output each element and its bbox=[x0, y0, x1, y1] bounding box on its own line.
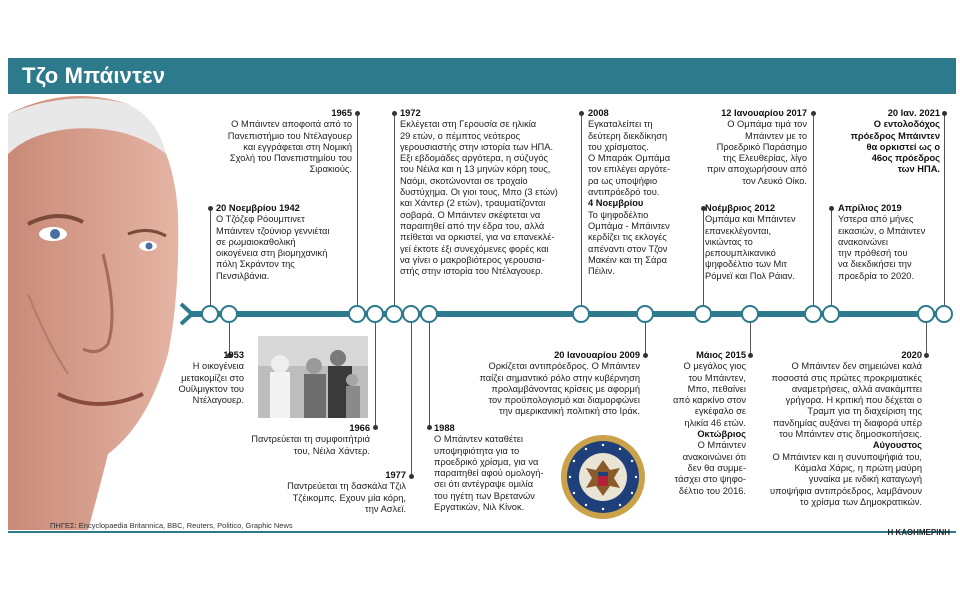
event-text-line: εικασιών, ο Μπάιντεν bbox=[838, 225, 926, 236]
event-2008 bbox=[588, 108, 688, 277]
event-text-line: ηλικία 46 ετών. bbox=[684, 417, 746, 428]
event-date: 2020 bbox=[901, 350, 922, 360]
stem-dot-1965 bbox=[355, 111, 360, 116]
event-text-line: Ο Μπάιντεν και η συνυποψήφιά του, bbox=[772, 451, 922, 462]
event-text-line: κερδίζει τις εκλογές bbox=[588, 232, 667, 243]
event-1988 bbox=[434, 423, 554, 513]
stem-dot-1942 bbox=[208, 206, 213, 211]
event-text-line: Εκλέγεται στη Γερουσία σε ηλικία bbox=[400, 119, 537, 130]
event-text-line: Ο Ομπάμα τιμά τον bbox=[727, 119, 807, 130]
timeline-node-2008 bbox=[572, 305, 590, 323]
stem-dot-1966 bbox=[373, 425, 378, 430]
event-text-line: προεδρία το 2020. bbox=[838, 270, 915, 281]
event-text-line: Πενσιλβάνια. bbox=[216, 270, 270, 281]
event-text-line: 29 ετών, ο πέμπτος νεότερος bbox=[400, 130, 521, 141]
event-text-line: Κάμαλα Χάρις, η πρώτη μαύρη bbox=[794, 462, 922, 473]
event-text-line: την πρόθεσή του bbox=[838, 248, 908, 259]
event-text-line: την Ασλεϊ. bbox=[365, 503, 406, 514]
stem-2015 bbox=[750, 323, 751, 355]
event-text-line: του Μπάιντεν, bbox=[688, 372, 746, 383]
event-text-line: να διεκδικήσει την bbox=[838, 259, 912, 270]
event-text-line: πόλη Σκράντον της bbox=[216, 259, 295, 270]
stem-dot-2008 bbox=[579, 111, 584, 116]
event-text-line: Ο Μπάιντεν bbox=[697, 440, 746, 451]
stem-1966 bbox=[375, 323, 376, 427]
event-date: 1972 bbox=[400, 108, 421, 118]
event-text-line: υποψηφιότητα για το bbox=[434, 445, 520, 456]
event-1965 bbox=[200, 108, 352, 176]
event-text-line: τον Λευκό Οίκο. bbox=[742, 175, 807, 186]
event-text-line: Ομπάμα και Μπάιντεν bbox=[705, 214, 796, 225]
timeline-node-1965 bbox=[348, 305, 366, 323]
event-text-line: μετακομίζει στο bbox=[181, 372, 244, 383]
event-text-line: τάσχει στο ψηφο- bbox=[674, 474, 746, 485]
event-text-line: Ο Μπαράκ Ομπάμα bbox=[588, 153, 671, 164]
stem-dot-2020 bbox=[924, 353, 929, 358]
timeline-node-1988 bbox=[420, 305, 438, 323]
event-text-line: Ουίλμιγκτον του bbox=[178, 383, 244, 394]
timeline-node-1953 bbox=[220, 305, 238, 323]
event-text-line: αντιπρόεδρό του. bbox=[588, 187, 660, 198]
event-text-line: Πέιλιν. bbox=[588, 266, 615, 277]
event-date: Απρίλιος 2019 bbox=[838, 203, 902, 213]
event-text-line: Πανεπιστήμιο του Ντέλαγουερ bbox=[227, 130, 352, 141]
stem-1988 bbox=[429, 323, 430, 427]
presidential-seal-icon bbox=[560, 434, 646, 520]
event-text-line: Ρόμνεϊ και Πολ Ράιαν. bbox=[705, 270, 795, 281]
event-2017 bbox=[690, 108, 807, 187]
event-text-line: απέναντι στον Τζον bbox=[588, 243, 668, 254]
event-date: Νοέμβριος 2012 bbox=[705, 203, 776, 213]
stem-1977 bbox=[411, 323, 412, 476]
event-text-line: και Χάντερ (2 ετών), τραυματίζονται bbox=[400, 198, 546, 209]
event-2012 bbox=[705, 203, 815, 282]
event-date: Μάιος 2015 bbox=[696, 350, 746, 360]
event-text-line: σε ρωμαιοκαθολική bbox=[216, 236, 296, 247]
event-text-line: προλαμβάνοντας κρίσεις με αφορμή bbox=[491, 383, 640, 394]
event-text-line: ρεπουμπλικανικό bbox=[705, 248, 776, 259]
sources-credit: ΠΗΓΕΣ: Encyclopaedia Britannica, BBC, Reuters, Politico, Graphic News bbox=[50, 521, 293, 530]
stem-dot-1977 bbox=[409, 474, 414, 479]
event-2021 bbox=[820, 108, 940, 176]
event-text-line: Μπάιντεν τζούνιορ γεννιέται bbox=[216, 225, 330, 236]
event-text-line: Ομπάμα - Μπάιντεν bbox=[588, 220, 670, 231]
event-text-line: Σχολή του Πανεπιστημίου του bbox=[229, 153, 352, 164]
event-date: 12 Ιανουαρίου 2017 bbox=[721, 108, 807, 118]
stem-1942 bbox=[210, 208, 211, 305]
event-text-line: Παντρεύεται τη δασκάλα Τζιλ bbox=[287, 481, 406, 492]
event-text-line: τον επιλέγει αργότε- bbox=[588, 164, 671, 175]
event-text-line: ρα ως υποψήφιο bbox=[588, 175, 658, 186]
event-date: 20 Ιαν. 2021 bbox=[887, 108, 940, 118]
timeline-node-1966 bbox=[366, 305, 384, 323]
event-1966 bbox=[220, 423, 370, 457]
event-text-line: σει ότι αντέγραψε ομιλία bbox=[434, 479, 534, 490]
event-text-line: πείθεται να ορκιστεί, για να επανεκλέ- bbox=[400, 232, 555, 243]
event-2019 bbox=[838, 203, 948, 282]
event-text-line: Ο Τζόζεφ Ρόουμπινετ bbox=[216, 214, 305, 225]
event-1942 bbox=[216, 203, 376, 282]
stem-2020 bbox=[926, 323, 927, 355]
event-subdate: Οκτώβριος bbox=[697, 429, 746, 440]
event-text-line: προεδρικό χρίσμα, για να bbox=[434, 456, 539, 467]
timeline-node-2019 bbox=[822, 305, 840, 323]
event-text-line: δυστύχημα. Οι γιοι τους, Μπο (3 ετών) bbox=[400, 187, 558, 198]
timeline-node-2015 bbox=[741, 305, 759, 323]
event-subdate: Αύγουστος bbox=[872, 440, 922, 451]
event-text-line: γυναίκα με ινδική καταγωγή bbox=[808, 474, 922, 485]
event-text-line: στής στην ιστορία του Ντέλαγουερ. bbox=[400, 266, 543, 277]
page-title: Τζο Μπάιντεν bbox=[22, 63, 166, 88]
event-text-line: του Νέιλα και η 13 μηνών κόρη τους, bbox=[400, 164, 551, 175]
event-date: 2008 bbox=[588, 108, 609, 118]
timeline-node-2021 bbox=[935, 305, 953, 323]
event-2020 bbox=[752, 350, 922, 508]
event-text-line: παραιτηθεί αφού ομολογή- bbox=[434, 468, 544, 479]
stem-2012 bbox=[703, 208, 704, 305]
event-text-line: Προεδρικό Παράσημο bbox=[716, 141, 807, 152]
stem-dot-1988 bbox=[427, 425, 432, 430]
event-date: 1977 bbox=[385, 470, 406, 480]
event-2015 bbox=[650, 350, 746, 497]
event-text-line: δεύτερη διεκδίκηση bbox=[588, 130, 668, 141]
event-text-line: Εργατικών, Νιλ Κίνοκ. bbox=[434, 502, 525, 513]
stem-2019 bbox=[831, 208, 832, 305]
timeline-node-2009 bbox=[636, 305, 654, 323]
title-bar bbox=[8, 58, 956, 94]
event-text-line: το χρίσμα των Δημοκρατικών. bbox=[799, 496, 922, 507]
event-1953 bbox=[160, 350, 244, 406]
event-text-line: πανδημίας αυξάνει τη διαφορά υπέρ bbox=[772, 417, 922, 428]
event-text-line: ποσοστά στις πρώτες προκριματικές bbox=[771, 372, 922, 383]
event-text-line: οικογένεια στη βιομηχανική bbox=[216, 248, 328, 259]
event-text-line: του ηγέτη των Βρετανών bbox=[434, 490, 535, 501]
event-text-line: υποψήφια αντιπρόεδρος, λαμβάνουν bbox=[770, 485, 922, 496]
event-subdate: 4 Νοεμβρίου bbox=[588, 198, 644, 209]
event-text-line: Τραμπ για τη διαχείριση της bbox=[807, 406, 922, 417]
event-1977 bbox=[230, 470, 406, 515]
event-text-line: Μπάιντεν με το bbox=[745, 130, 807, 141]
timeline-node-2017 bbox=[804, 305, 822, 323]
stem-2008 bbox=[581, 113, 582, 305]
event-text-line: αναμετρήσεις, αλλά ανακάμπτει bbox=[791, 383, 922, 394]
event-text-line: των ΗΠΑ. bbox=[897, 164, 940, 175]
stem-dot-2021 bbox=[942, 111, 947, 116]
timeline-node-1972 bbox=[385, 305, 403, 323]
event-text-line: δέλτιο του 2016. bbox=[678, 485, 746, 496]
stem-dot-1972 bbox=[392, 111, 397, 116]
event-1972 bbox=[400, 108, 572, 277]
event-text-line: και εγγράφεται στη Νομική bbox=[243, 141, 352, 152]
event-text-line: Ορκίζεται αντιπρόεδρος. Ο Μπάιντεν bbox=[488, 361, 640, 372]
event-text-line: Ο εντολοδόχος bbox=[873, 119, 940, 130]
event-text-line: γεί έκτοτε έξι συνεχόμενες φορές και bbox=[400, 243, 549, 254]
event-text-line: εγκέφαλο σε bbox=[694, 406, 746, 417]
event-text-line: Σιρακιούς. bbox=[309, 164, 352, 175]
event-text-line: Ντέλαγουερ. bbox=[192, 395, 244, 406]
timeline-node-1977 bbox=[402, 305, 420, 323]
event-text-line: Ναόμι, σκοτώνονται σε τροχαίο bbox=[400, 175, 528, 186]
event-2009 bbox=[455, 350, 640, 418]
event-text-line: 46ος πρόεδρος bbox=[871, 153, 940, 164]
stem-2009 bbox=[645, 323, 646, 355]
publisher-logo: Η ΚΑΘΗΜΕΡΙΝΗ bbox=[887, 528, 950, 537]
event-date: 1988 bbox=[434, 423, 455, 433]
event-text-line: τον προϋπολογισμό και διαμορφώνει bbox=[488, 395, 640, 406]
event-text-line: να γίνει ο μακροβιότερος γερουσια- bbox=[400, 254, 545, 265]
stem-1972 bbox=[394, 113, 395, 305]
event-date: 20 Ιανουαρίου 2009 bbox=[554, 350, 640, 360]
event-text-line: δεν θα συμμε- bbox=[687, 462, 746, 473]
event-date: 1953 bbox=[223, 350, 244, 360]
portrait-image bbox=[8, 94, 180, 530]
event-text-line: επανεκλέγονται, bbox=[705, 225, 772, 236]
event-date: 1966 bbox=[349, 423, 370, 433]
event-text-line: ανακοινώνει bbox=[838, 236, 888, 247]
event-text-line: Ο Μπάιντεν αποφοιτά από το bbox=[231, 119, 352, 130]
timeline-node-2020 bbox=[917, 305, 935, 323]
timeline-node-1942 bbox=[201, 305, 219, 323]
event-text-line: ανακοινώνει ότι bbox=[682, 451, 746, 462]
timeline-arrow-icon bbox=[178, 301, 196, 327]
event-text-line: θα ορκιστεί ως ο bbox=[866, 141, 940, 152]
event-text-line: παραιτηθεί από την έδρα του, αλλά bbox=[400, 220, 545, 231]
event-text-line: Ο μεγάλος γιος bbox=[683, 361, 746, 372]
event-text-line: γρήγορα. Η κριτική που δέχεται ο bbox=[785, 395, 922, 406]
stem-dot-2017 bbox=[811, 111, 816, 116]
event-text-line: Τζέικομπς. Εχουν μία κόρη, bbox=[292, 492, 406, 503]
event-text-line: πρόεδρος Μπάιντεν bbox=[850, 130, 940, 141]
event-text-line: του χρίσματος. bbox=[588, 141, 649, 152]
event-text-line: Μακέιν και τη Σάρα bbox=[588, 254, 667, 265]
event-text-line: Ο Μπάιντεν καταθέτει bbox=[434, 434, 524, 445]
stem-dot-2019 bbox=[829, 206, 834, 211]
event-text-line: Εξι εβδομάδες αργότερα, η σύζυγός bbox=[400, 153, 549, 164]
event-text-line: του Μπάιντεν στις δημοσκοπήσεις. bbox=[779, 429, 922, 440]
event-text-line: παίζει σημαντικό ρόλο στην κυβέρνηση bbox=[479, 372, 640, 383]
event-date: 1965 bbox=[331, 108, 352, 118]
event-text-line: Εγκαταλείπει τη bbox=[588, 119, 653, 130]
event-text-line: Το ψηφοδέλτιο bbox=[588, 209, 649, 220]
event-text-line: Μπο, πεθαίνει bbox=[687, 383, 746, 394]
timeline-node-2012 bbox=[694, 305, 712, 323]
event-text-line: σοβαρά. Ο Μπάιντεν σκέφτεται να bbox=[400, 209, 541, 220]
bottom-rule bbox=[8, 531, 956, 533]
stem-dot-2009 bbox=[643, 353, 648, 358]
event-text-line: της Ελευθερίας, λίγο bbox=[722, 153, 807, 164]
event-text-line: πριν αποχωρήσουν από bbox=[706, 164, 807, 175]
event-text-line: του, Νέιλα Χάντερ. bbox=[293, 445, 370, 456]
event-text-line: Παντρεύεται τη συμφοιτήτριά bbox=[251, 434, 370, 445]
event-text-line: γερουσιαστής στην ιστορία των ΗΠΑ. bbox=[400, 141, 554, 152]
family-photo bbox=[258, 336, 368, 418]
event-text-line: ψηφοδέλτιο των Μιτ bbox=[705, 259, 787, 270]
event-text-line: Ο Μπάιντεν δεν σημειώνει καλά bbox=[791, 361, 922, 372]
event-text-line: Η οικογένεια bbox=[192, 361, 244, 372]
event-text-line: από καρκίνο στον bbox=[673, 395, 746, 406]
event-text-line: την αμερικανική πολιτική στο Ιράκ. bbox=[499, 406, 640, 417]
event-date: 20 Νοεμβρίου 1942 bbox=[216, 203, 300, 213]
event-text-line: Υστερα από μήνες bbox=[838, 214, 914, 225]
event-text-line: νικώντας το bbox=[705, 236, 753, 247]
